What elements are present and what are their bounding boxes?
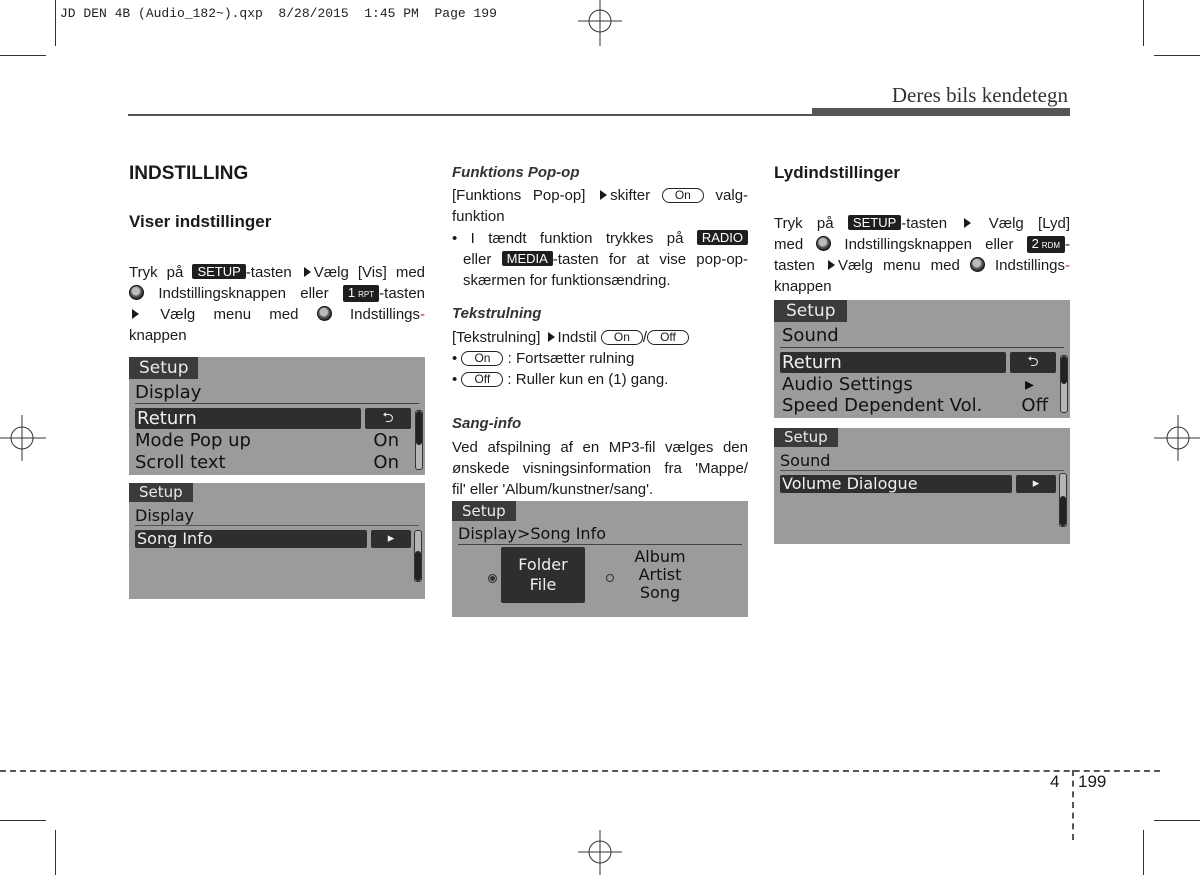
menu-item-song-info[interactable]: Song Info	[135, 530, 367, 548]
screen-tab: Setup	[774, 300, 847, 322]
menu-item-return[interactable]: Return	[135, 408, 361, 429]
lcd-screen-display-song-info	[129, 483, 425, 599]
scrollbar[interactable]	[1059, 473, 1067, 527]
arrow-right-icon	[132, 309, 139, 319]
scrollbar[interactable]	[1060, 355, 1068, 413]
instruction-line: • On : Fortsætter rulning	[452, 350, 635, 367]
screen-tab: Setup	[452, 501, 516, 521]
instruction-line: knappen	[129, 327, 187, 344]
arrow-right-icon	[828, 260, 835, 270]
section-heading: Lydindstillinger	[774, 163, 900, 182]
instruction-line: ønskede visningsinformation fra 'Mappe/	[452, 460, 748, 477]
subsection-heading: Funktions Pop-op	[452, 164, 580, 181]
arrow-right-icon: ▸	[371, 530, 411, 548]
registration-mark-right	[1154, 415, 1200, 461]
setup-key-badge: SETUP	[848, 215, 901, 230]
instruction-line: Tryk på SETUP -tasten Vælg [Lyd]	[774, 215, 1071, 232]
screen-tab: Setup	[129, 357, 198, 379]
header-rule-bar	[812, 108, 1070, 116]
crop-mark	[55, 0, 56, 46]
menu-item-audio-settings[interactable]: Audio Settings ▸	[782, 374, 1034, 395]
registration-mark-top	[578, 0, 622, 46]
instruction-line: [Funktions Pop-op] skifter On valg-	[452, 187, 749, 204]
radio-selected-icon[interactable]	[488, 574, 497, 583]
tune-knob-icon	[317, 306, 332, 321]
scrollbar[interactable]	[414, 530, 422, 582]
header-rule	[128, 114, 812, 116]
instruction-line: skærmen for funktionsændring.	[463, 272, 671, 289]
running-header-title: Deres bils kendetegn	[891, 83, 1068, 107]
scrollbar[interactable]	[415, 410, 423, 470]
option-album-artist-song[interactable]: Album Artist Song	[634, 547, 686, 602]
instruction-line: [Tekstrulning] Indstil On / Off	[452, 327, 748, 348]
media-key-badge: MEDIA	[502, 251, 553, 266]
instruction-line: Indstillingsknappen eller 1 RPT -tasten	[129, 283, 425, 304]
subsection-heading: Tekstrulning	[452, 305, 542, 322]
instruction-line: eller MEDIA -tasten for at vise pop-op-	[463, 251, 748, 268]
option-folder-file[interactable]: Folder File	[501, 547, 585, 603]
screen-divider	[780, 347, 1064, 348]
rpt-key-badge: 1 RPT	[343, 285, 379, 302]
radio-key-badge: RADIO	[697, 230, 748, 245]
songinfo-instructions	[452, 437, 748, 500]
registration-mark-left	[0, 415, 46, 461]
return-icon: ⮌	[1010, 352, 1056, 373]
rdm-key-badge: 2 RDM	[1027, 236, 1065, 253]
footer-dashed-rule	[0, 770, 1160, 772]
off-pill: Off	[461, 372, 503, 387]
off-pill: Off	[647, 330, 689, 345]
instruction-line: tasten Vælg menu med Indstillings-	[774, 257, 1071, 274]
instruction-line: Tryk på SETUP -tasten Vælg [Vis] med	[129, 264, 426, 281]
screen-title: Display	[135, 506, 194, 525]
arrow-right-icon: ▸	[1016, 475, 1056, 493]
arrow-right-icon	[304, 267, 311, 277]
arrow-right-icon	[548, 332, 555, 342]
lcd-screen-song-info	[452, 501, 748, 617]
screen-title: Sound	[782, 325, 839, 346]
sound-instructions	[774, 213, 1070, 297]
screen-tab: Setup	[774, 428, 838, 447]
crop-mark	[1143, 830, 1144, 875]
crop-mark	[0, 55, 46, 56]
setup-key-badge: SETUP	[192, 264, 245, 279]
lcd-screen-volume-dialogue	[774, 428, 1070, 544]
menu-item-mode-pop-up[interactable]: Mode Pop up On	[135, 430, 399, 451]
popup-instructions	[452, 185, 748, 291]
screen-title: Sound	[780, 451, 831, 470]
menu-item-speed-dependent-vol[interactable]: Speed Dependent Vol. Off	[782, 395, 1048, 416]
instruction-line: Ved afspilning af en MP3-fil vælges den	[452, 439, 748, 456]
menu-item-return[interactable]: Return	[780, 352, 1006, 373]
footer-dashed-divider	[1072, 770, 1074, 840]
instruction-line: • I tændt funktion trykkes på RADIO	[452, 228, 748, 249]
instruction-line: knappen	[774, 278, 832, 295]
lcd-screen-sound-menu	[774, 300, 1070, 418]
tune-knob-icon	[816, 236, 831, 251]
on-pill: On	[601, 330, 643, 345]
tune-knob-icon	[970, 257, 985, 272]
screen-title: Display	[135, 382, 202, 403]
crop-mark	[1143, 0, 1144, 46]
lcd-screen-display-menu	[129, 357, 425, 475]
subsection-heading: Viser indstillinger	[129, 212, 272, 231]
return-icon: ⮌	[365, 408, 411, 429]
arrow-right-icon	[600, 190, 607, 200]
chapter-number: 4	[1050, 772, 1060, 791]
menu-item-scroll-text[interactable]: Scroll text On	[135, 452, 399, 473]
radio-unselected-icon[interactable]	[606, 574, 614, 582]
instruction-line: fil' eller 'Album/kunstner/sang'.	[452, 481, 654, 498]
on-pill: On	[662, 188, 704, 203]
crop-mark	[55, 830, 56, 875]
crop-mark	[1154, 820, 1200, 821]
subsection-heading: Sang-info	[452, 415, 522, 432]
page-number: 199	[1078, 772, 1107, 791]
setup-instructions	[129, 262, 425, 346]
screen-divider	[780, 470, 1064, 471]
crop-mark	[1154, 55, 1200, 56]
screen-title: Display>Song Info	[458, 524, 606, 543]
registration-mark-bottom	[578, 830, 622, 875]
screen-divider	[135, 403, 419, 404]
screen-divider	[458, 544, 742, 545]
menu-item-volume-dialogue[interactable]: Volume Dialogue	[780, 475, 1012, 493]
instruction-line: funktion	[452, 208, 505, 225]
instruction-line: Vælg menu med Indstillings-	[129, 304, 425, 325]
arrow-right-icon	[964, 218, 971, 228]
instruction-line: med Indstillingsknappen eller 2 RDM -	[774, 236, 1071, 253]
screen-divider	[135, 525, 419, 526]
instruction-line: • Off : Ruller kun en (1) gang.	[452, 371, 669, 388]
screen-tab: Setup	[129, 483, 193, 502]
section-heading: INDSTILLING	[129, 163, 249, 184]
on-pill: On	[461, 351, 503, 366]
crop-mark	[0, 820, 46, 821]
print-slug: JD DEN 4B (Audio_182~).qxp 8/28/2015 1:45 PM Page 199	[60, 6, 497, 21]
scroll-instructions	[452, 327, 748, 390]
tune-knob-icon	[129, 285, 144, 300]
